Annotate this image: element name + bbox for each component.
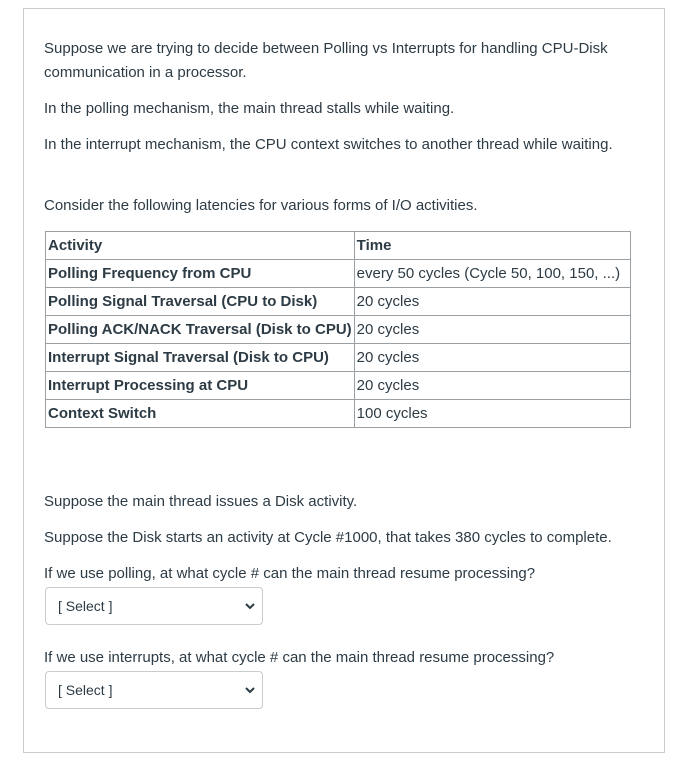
polling-question: If we use polling, at what cycle # can the main thread resume processing? (44, 565, 536, 582)
interrupt-description: In the interrupt mechanism, the CPU context switches to another thread while waiting. (44, 136, 613, 153)
table-cell-time: every 50 cycles (Cycle 50, 100, 150, ...) (354, 260, 630, 288)
select-placeholder: [ Select ] (58, 682, 113, 698)
chevron-down-icon (244, 684, 256, 696)
table-cell-activity: Polling Signal Traversal (CPU to Disk) (46, 288, 355, 316)
select-placeholder: [ Select ] (58, 598, 113, 614)
table-row (46, 288, 631, 316)
table-cell-time: 20 cycles (354, 344, 630, 372)
question-card (23, 8, 665, 753)
polling-description: In the polling mechanism, the main thread stalls while waiting. (44, 100, 455, 117)
table-cell-time: 20 cycles (354, 288, 630, 316)
interrupt-answer-select[interactable] (45, 671, 263, 709)
question-intro: Suppose we are trying to decide between Polling vs Interrupts for handling CPU-Disk communication in a processor. (44, 40, 608, 81)
table-row (46, 316, 631, 344)
table-header-row (46, 232, 631, 260)
table-cell-activity: Polling Frequency from CPU (46, 260, 355, 288)
table-row (46, 344, 631, 372)
interrupt-question: If we use interrupts, at what cycle # can the main thread resume processing? (44, 649, 555, 666)
disk-start-text: Suppose the Disk starts an activity at Cycle #1000, that takes 380 cycles to complete. (44, 529, 612, 546)
table-cell-time: 20 cycles (354, 316, 630, 344)
table-header-activity: Activity (46, 232, 355, 260)
table-cell-time: 20 cycles (354, 372, 630, 400)
table-cell-activity: Interrupt Signal Traversal (Disk to CPU) (46, 344, 355, 372)
table-cell-activity: Polling ACK/NACK Traversal (Disk to CPU) (46, 316, 355, 344)
table-intro: Consider the following latencies for various forms of I/O activities. (44, 197, 478, 214)
chevron-down-icon (244, 600, 256, 612)
table-row (46, 400, 631, 428)
table-row (46, 260, 631, 288)
latency-table (45, 231, 631, 428)
table-cell-activity: Interrupt Processing at CPU (46, 372, 355, 400)
table-cell-activity: Context Switch (46, 400, 355, 428)
table-cell-time: 100 cycles (354, 400, 630, 428)
table-header-time: Time (354, 232, 630, 260)
table-row (46, 372, 631, 400)
polling-answer-select[interactable] (45, 587, 263, 625)
scenario-text: Suppose the main thread issues a Disk activity. (44, 493, 358, 510)
